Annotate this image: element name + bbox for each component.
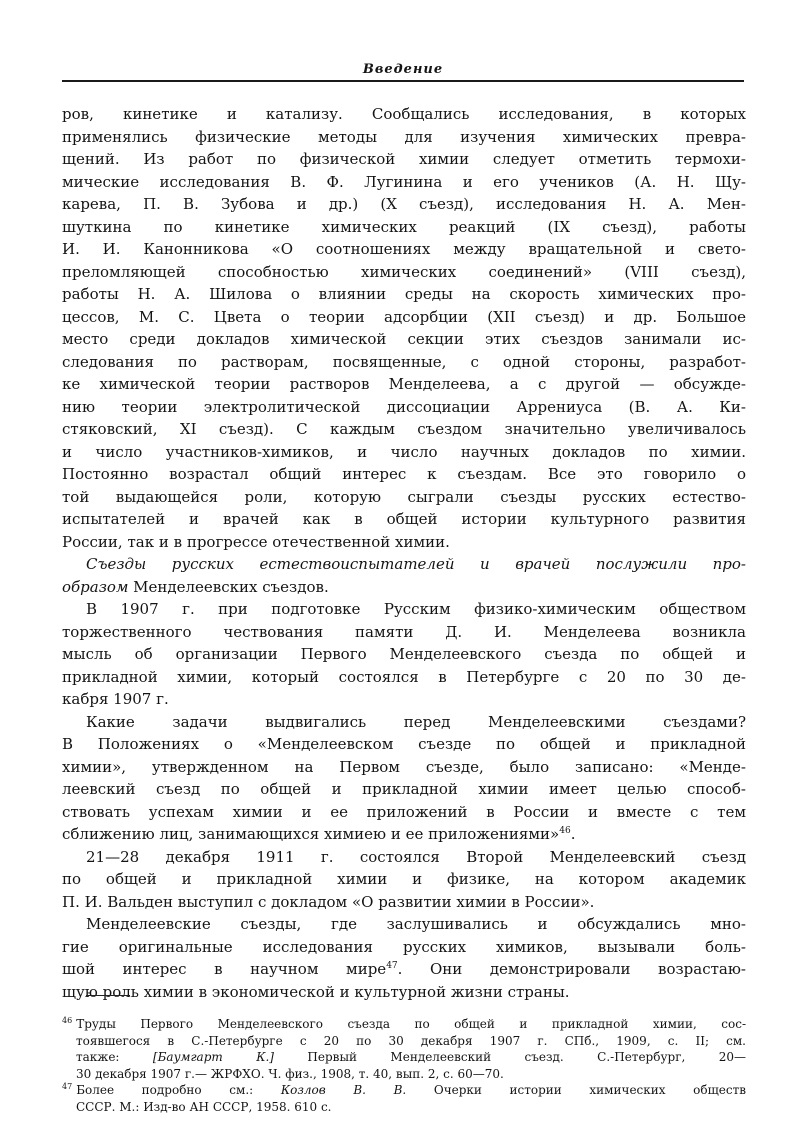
text-line: ствовать успехам химии и ее приложений в России и вместе с тем xyxy=(62,802,746,821)
text-line: испытателей и врачей как в общей истории культурного развития xyxy=(62,510,746,528)
footnote-line: тоявшегося в С.-Петербурге с 20 по 30 декабря 1907 г. СПб., 1909, с. II; см. xyxy=(76,1033,746,1048)
footnote-ref: 47 xyxy=(386,961,398,971)
text-line: ров, кинетике и катализу. Сообщались исследования, в которых xyxy=(62,105,746,123)
text-line: преломляющей способностью химических соединений» (VIII съезд), xyxy=(62,262,746,281)
text-line: России, так и в прогрессе отечественной химии. xyxy=(62,532,450,551)
text-line: следования по растворам, посвященные, с одной стороны, разработ- xyxy=(62,352,746,371)
text-line: гие оригинальные исследования русских химиков, вызывали боль- xyxy=(62,937,746,956)
footnote-text: Более подробно см.: xyxy=(76,1083,281,1097)
text-fragment: Менделеевских съездов. xyxy=(128,577,329,596)
text-line: щений. Из работ по физической химии следует отметить термохи- xyxy=(62,150,746,168)
italic-thesis-line: Съезды русских естествоиспытателей и врачей послужили про- xyxy=(86,555,746,573)
text-line: той выдающейся роли, которую сыграли съезды русских естество- xyxy=(62,487,746,506)
text-line: В 1907 г. при подготовке Русским физико-химическим обществом xyxy=(86,600,746,618)
text-line: щую роль химии в экономической и культурной жизни страны. xyxy=(62,982,570,1001)
text-line: Менделеевские съезды, где заслушивались и обсуждались мно- xyxy=(86,915,746,933)
footnote-text: Первый Менделеевский съезд. С.-Петербург, 20— xyxy=(274,1050,746,1064)
text-line: место среди докладов химической секции этих съездов занимали ис- xyxy=(62,330,746,348)
footnotes xyxy=(62,1016,746,1115)
text-fragment: сближению лиц, занимающихся химиею и ее приложениями» xyxy=(62,825,560,843)
footnote-author: [Баумгарт К.] xyxy=(152,1050,274,1064)
text-line: работы Н. А. Шилова о влиянии среды на скорость химических про- xyxy=(62,285,746,303)
text-line: мические исследования В. Ф. Лугинина и его учеников (А. Н. Щу- xyxy=(62,172,746,191)
text-line: по общей и прикладной химии и физике, на котором академик xyxy=(62,870,746,888)
footnote-mark: 47 xyxy=(62,1082,73,1091)
italic-word: образом xyxy=(62,577,129,596)
text-line: цессов, М. С. Цвета о теории адсорбции (XII съезд) и др. Большое xyxy=(62,307,746,326)
footnote-line xyxy=(62,1049,746,1066)
footnote-ref: 46 xyxy=(559,826,571,836)
footnote-author: Козлов В. В. xyxy=(280,1083,407,1097)
text-line: леевский съезд по общей и прикладной химии имеет целью способ- xyxy=(62,780,746,798)
text-line: 21—28 декабря 1911 г. состоялся Второй Менделеевский съезд xyxy=(86,847,746,866)
text-line: П. И. Вальден выступил с докладом «О развитии химии в России». xyxy=(62,892,595,911)
body-text xyxy=(62,103,746,1003)
text-line xyxy=(62,576,746,599)
text-line: торжественного чествования памяти Д. И. Менделеева возникла xyxy=(62,622,746,641)
text-fragment: шой интерес в научном мире xyxy=(62,960,387,978)
text-line xyxy=(62,958,746,981)
running-header xyxy=(62,62,744,84)
footnote-text: также: xyxy=(76,1050,153,1064)
text-line: стяковский, XI съезд). С каждым съездом значительно увеличивалось xyxy=(62,420,746,438)
header-rule xyxy=(62,80,744,82)
text-line: ке химической теории растворов Менделеева, а с другой — обсужде- xyxy=(62,375,746,393)
text-line xyxy=(62,823,746,846)
footnote-47 xyxy=(62,1082,746,1099)
text-line: Постоянно возрастал общий интерес к съездам. Все это говорило о xyxy=(62,465,746,483)
text-line: кабря 1907 г. xyxy=(62,690,169,708)
footnote-separator xyxy=(86,995,130,996)
text-fragment: . Они демонстрировали возрастаю- xyxy=(397,960,746,978)
text-line: химии», утвержденном на Первом съезде, было записано: «Менде- xyxy=(62,757,746,776)
text-line: шуткина по кинетике химических реакций (IX съезд), работы xyxy=(62,217,746,236)
footnote-text: Труды Первого Менделеевского съезда по общей и прикладной химии, сос- xyxy=(76,1017,746,1031)
text-line: Какие задачи выдвигались перед Менделеевскими съездами? xyxy=(86,712,746,731)
text-line: И. И. Канонникова «О соотношениях между вращательной и свето- xyxy=(62,240,746,258)
footnote-line: СССР. М.: Изд-во АН СССР, 1958. 610 с. xyxy=(76,1099,332,1114)
footnote-46 xyxy=(62,1016,746,1033)
text-line: мысль об организации Первого Менделеевского съезда по общей и xyxy=(62,645,746,663)
footnote-text: Очерки истории химических обществ xyxy=(406,1083,746,1097)
header-title: Введение xyxy=(362,62,444,77)
text-line: В Положениях о «Менделеевском съезде по общей и прикладной xyxy=(62,735,746,753)
footnote-line: 30 декабря 1907 г.— ЖРФХО. Ч. физ., 1908, т. 40, вып. 2, с. 60—70. xyxy=(76,1066,504,1081)
text-line: прикладной химии, который состоялся в Петербурге с 20 по 30 де- xyxy=(62,667,746,686)
text-line: и число участников-химиков, и число научных докладов по химии. xyxy=(62,442,746,461)
text-line: применялись физические методы для изучения химических превра- xyxy=(62,127,746,146)
footnote-mark: 46 xyxy=(62,1016,73,1025)
text-line: карева, П. В. Зубова и др.) (X съезд), исследования Н. А. Мен- xyxy=(62,195,746,213)
text-line: нию теории электролитической диссоциации Аррениуса (В. А. Ки- xyxy=(62,397,746,416)
text-fragment: . xyxy=(570,825,576,843)
